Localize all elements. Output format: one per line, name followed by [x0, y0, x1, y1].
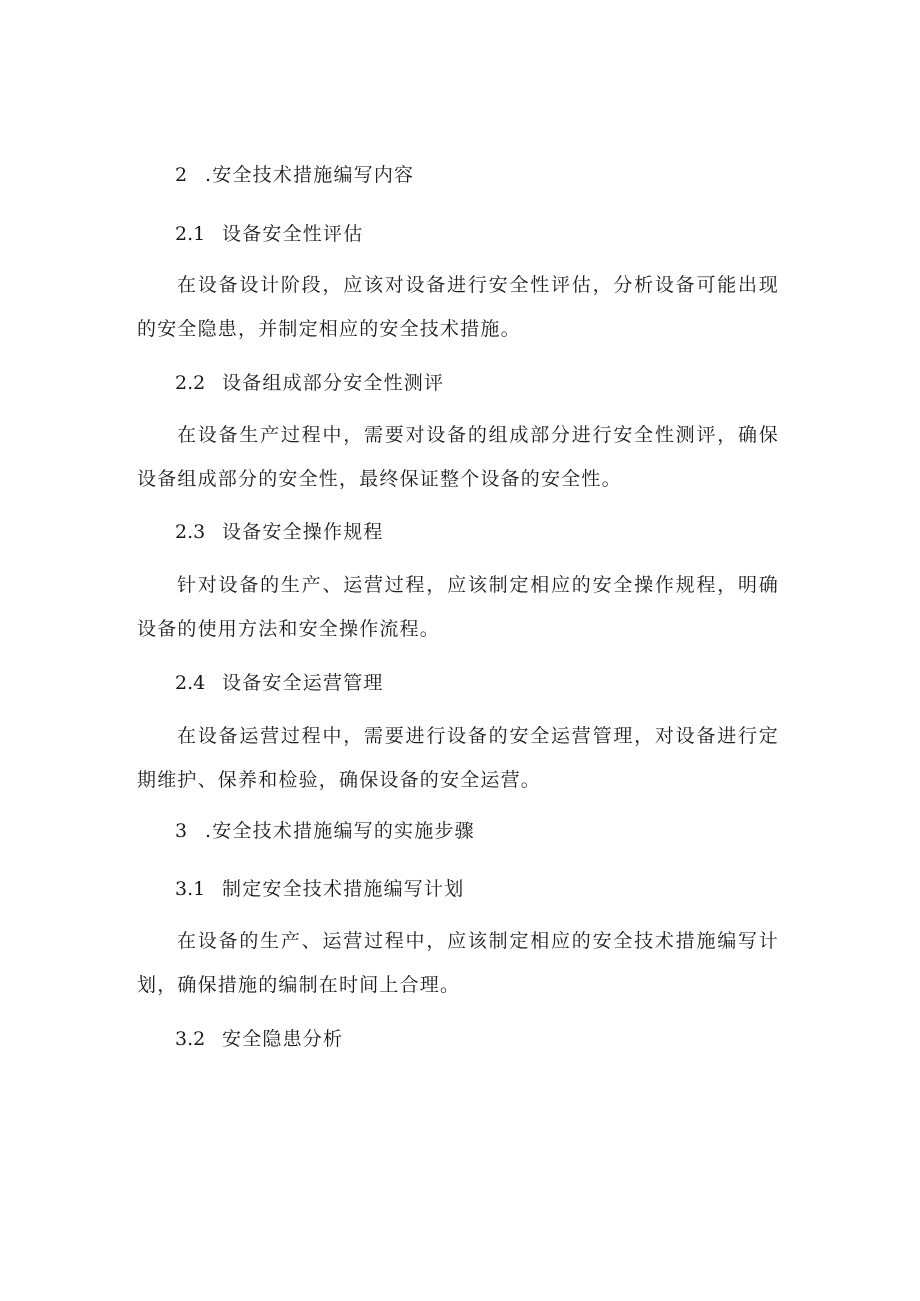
subsection-number: 3.1	[175, 878, 206, 900]
section-number: 3	[175, 820, 188, 842]
section-title: .安全技术措施编写内容	[205, 164, 415, 186]
subsection-number: 2.2	[175, 372, 206, 394]
subsection-title: 设备组成部分安全性测评	[222, 372, 445, 394]
subsection-heading-2-2	[175, 371, 444, 395]
subsection-heading-2-4	[175, 671, 384, 695]
subsection-heading-2-1	[175, 222, 363, 246]
subsection-title: 设备安全性评估	[222, 223, 364, 245]
subsection-heading-3-1	[175, 877, 464, 901]
subsection-number: 2.3	[175, 521, 206, 543]
paragraph-2-1: 在设备设计阶段，应该对设备进行安全性评估，分析设备可能出现的安全隐患，并制定相应的安全技术措施。	[137, 274, 779, 340]
section-heading-3	[175, 819, 475, 843]
subsection-title: 设备安全运营管理	[222, 672, 384, 694]
subsection-title: 设备安全操作规程	[222, 521, 384, 543]
subsection-number: 2.4	[175, 672, 206, 694]
section-heading-2	[175, 163, 414, 187]
section-title: .安全技术措施编写的实施步骤	[205, 820, 475, 842]
subsection-title: 安全隐患分析	[222, 1028, 344, 1050]
subsection-title: 制定安全技术措施编写计划	[222, 878, 465, 900]
subsection-heading-3-2	[175, 1027, 343, 1051]
paragraph-2-2: 在设备生产过程中，需要对设备的组成部分进行安全性测评，确保设备组成部分的安全性，最终保证整个设备的安全性。	[137, 424, 779, 490]
subsection-number: 3.2	[175, 1028, 206, 1050]
paragraph-3-1: 在设备的生产、运营过程中，应该制定相应的安全技术措施编写计划，确保措施的编制在时间上合理。	[137, 930, 779, 996]
subsection-heading-2-3	[175, 520, 384, 544]
section-number: 2	[175, 164, 188, 186]
paragraph-2-3: 针对设备的生产、运营过程，应该制定相应的安全操作规程，明确设备的使用方法和安全操作流程。	[137, 574, 779, 640]
paragraph-2-4: 在设备运营过程中，需要进行设备的安全运营管理，对设备进行定期维护、保养和检验，确保设备的安全运营。	[137, 725, 779, 791]
subsection-number: 2.1	[175, 223, 206, 245]
